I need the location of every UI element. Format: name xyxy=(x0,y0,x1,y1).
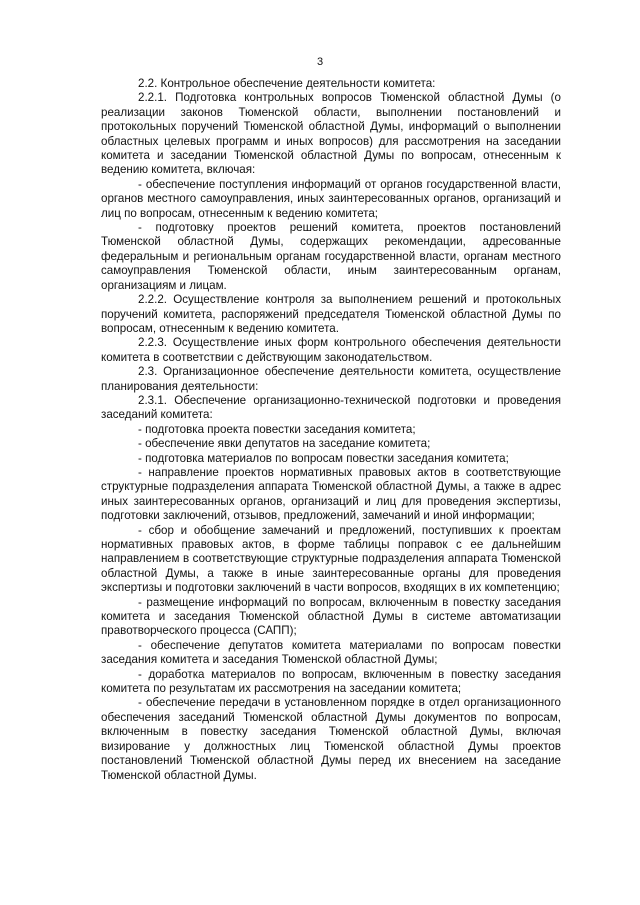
page-number: 3 xyxy=(316,56,324,68)
paragraph-2-2-1: 2.2.1. Подготовка контрольных вопросов Тюменской областной Думы (о реализации законов Тюменской области, выполнении постановлений и протокольных поручений Тюменской областной Думы, информаций о выполнении областных целевых программ и иных вопросов) для рассмотрения на заседании комитета и заседании Тюменской областной Думы по вопросам, отнесенным к ведению комитета, включая: xyxy=(101,91,561,177)
list-item: - обеспечение передачи в установленном порядке в отдел организационного обеспечения заседаний Тюменской областной Думы документов по вопросам, включенным в повестку заседания Тюменской областной Думы, включая визирование у должностных лиц Тюменской областной Думы проектов постановлений Тюменской областной Думы перед их внесением на заседание Тюменской областной Думы. xyxy=(101,696,561,782)
paragraph-2-2: 2.2. Контрольное обеспечение деятельности комитета: xyxy=(138,77,436,90)
list-item: - подготовка проекта повестки заседания комитета; xyxy=(138,422,416,436)
list-item: - доработка материалов по вопросам, включенным в повестку заседания комитета по результатам их рассмотрения на заседании комитета; xyxy=(101,667,561,696)
list-item: - обеспечение поступления информаций от органов государственной власти, органов местного самоуправления, иных заинтересованных органов, организаций и лиц по вопросам, отнесенным к ведению комитета; xyxy=(101,177,561,220)
list-item: - обеспечение депутатов комитета материалами по вопросам повестки заседания комитета и заседания Тюменской областной Думы; xyxy=(101,638,561,667)
document-body xyxy=(101,77,561,783)
list-item: - сбор и обобщение замечаний и предложений, поступивших к проектам нормативных правовых актов, в форме таблицы поправок с ее дальнейшим направлением в соответствующие структурные подразделения аппарата Тюменской областной Думы, а также в иные заинтересованные органы для проведения экспертизы и подготовки заключений в части вопросов, входящих в их компетенцию; xyxy=(101,523,561,595)
list-item: - подготовка материалов по вопросам повестки заседания комитета; xyxy=(138,451,509,465)
paragraph-2-3: 2.3. Организационное обеспечение деятельности комитета, осуществление планирования деятельности: xyxy=(101,365,561,393)
list-item: - направление проектов нормативных правовых актов в соответствующие структурные подразделения аппарата Тюменской областной Думы, а также в адрес иных заинтересованных органов, организаций и лиц для проведения экспертизы, подготовки заключений, отзывов, предложений, замечаний и иной информации; xyxy=(101,465,561,523)
paragraph-2-2-3: 2.2.3. Осуществление иных форм контрольного обеспечения деятельности комитета в соответствии с действующим законодательством. xyxy=(101,336,561,364)
list-item: - обеспечение явки депутатов на заседание комитета; xyxy=(138,437,431,451)
paragraph-2-2-2: 2.2.2. Осуществление контроля за выполнением решений и протокольных поручений комитета, распоряжений председателя Тюменской областной Думы по вопросам, отнесенным к ведению комитета. xyxy=(101,293,561,335)
paragraph-2-3-1: 2.3.1. Обеспечение организационно-технической подготовки и проведения заседаний комитета: xyxy=(101,393,561,422)
list-item: - подготовку проектов решений комитета, проектов постановлений Тюменской областной Думы, содержащих рекомендации, адресованные федеральным и региональным органам государственной власти, органам местного самоуправления Тюменской области, иным заинтересованным органам, организациям и лицам. xyxy=(101,221,561,292)
list-item: - размещение информаций по вопросам, включенным в повестку заседания комитета и заседания Тюменской областной Думы в системе автоматизации правотворческого процесса (САПП); xyxy=(101,595,561,638)
